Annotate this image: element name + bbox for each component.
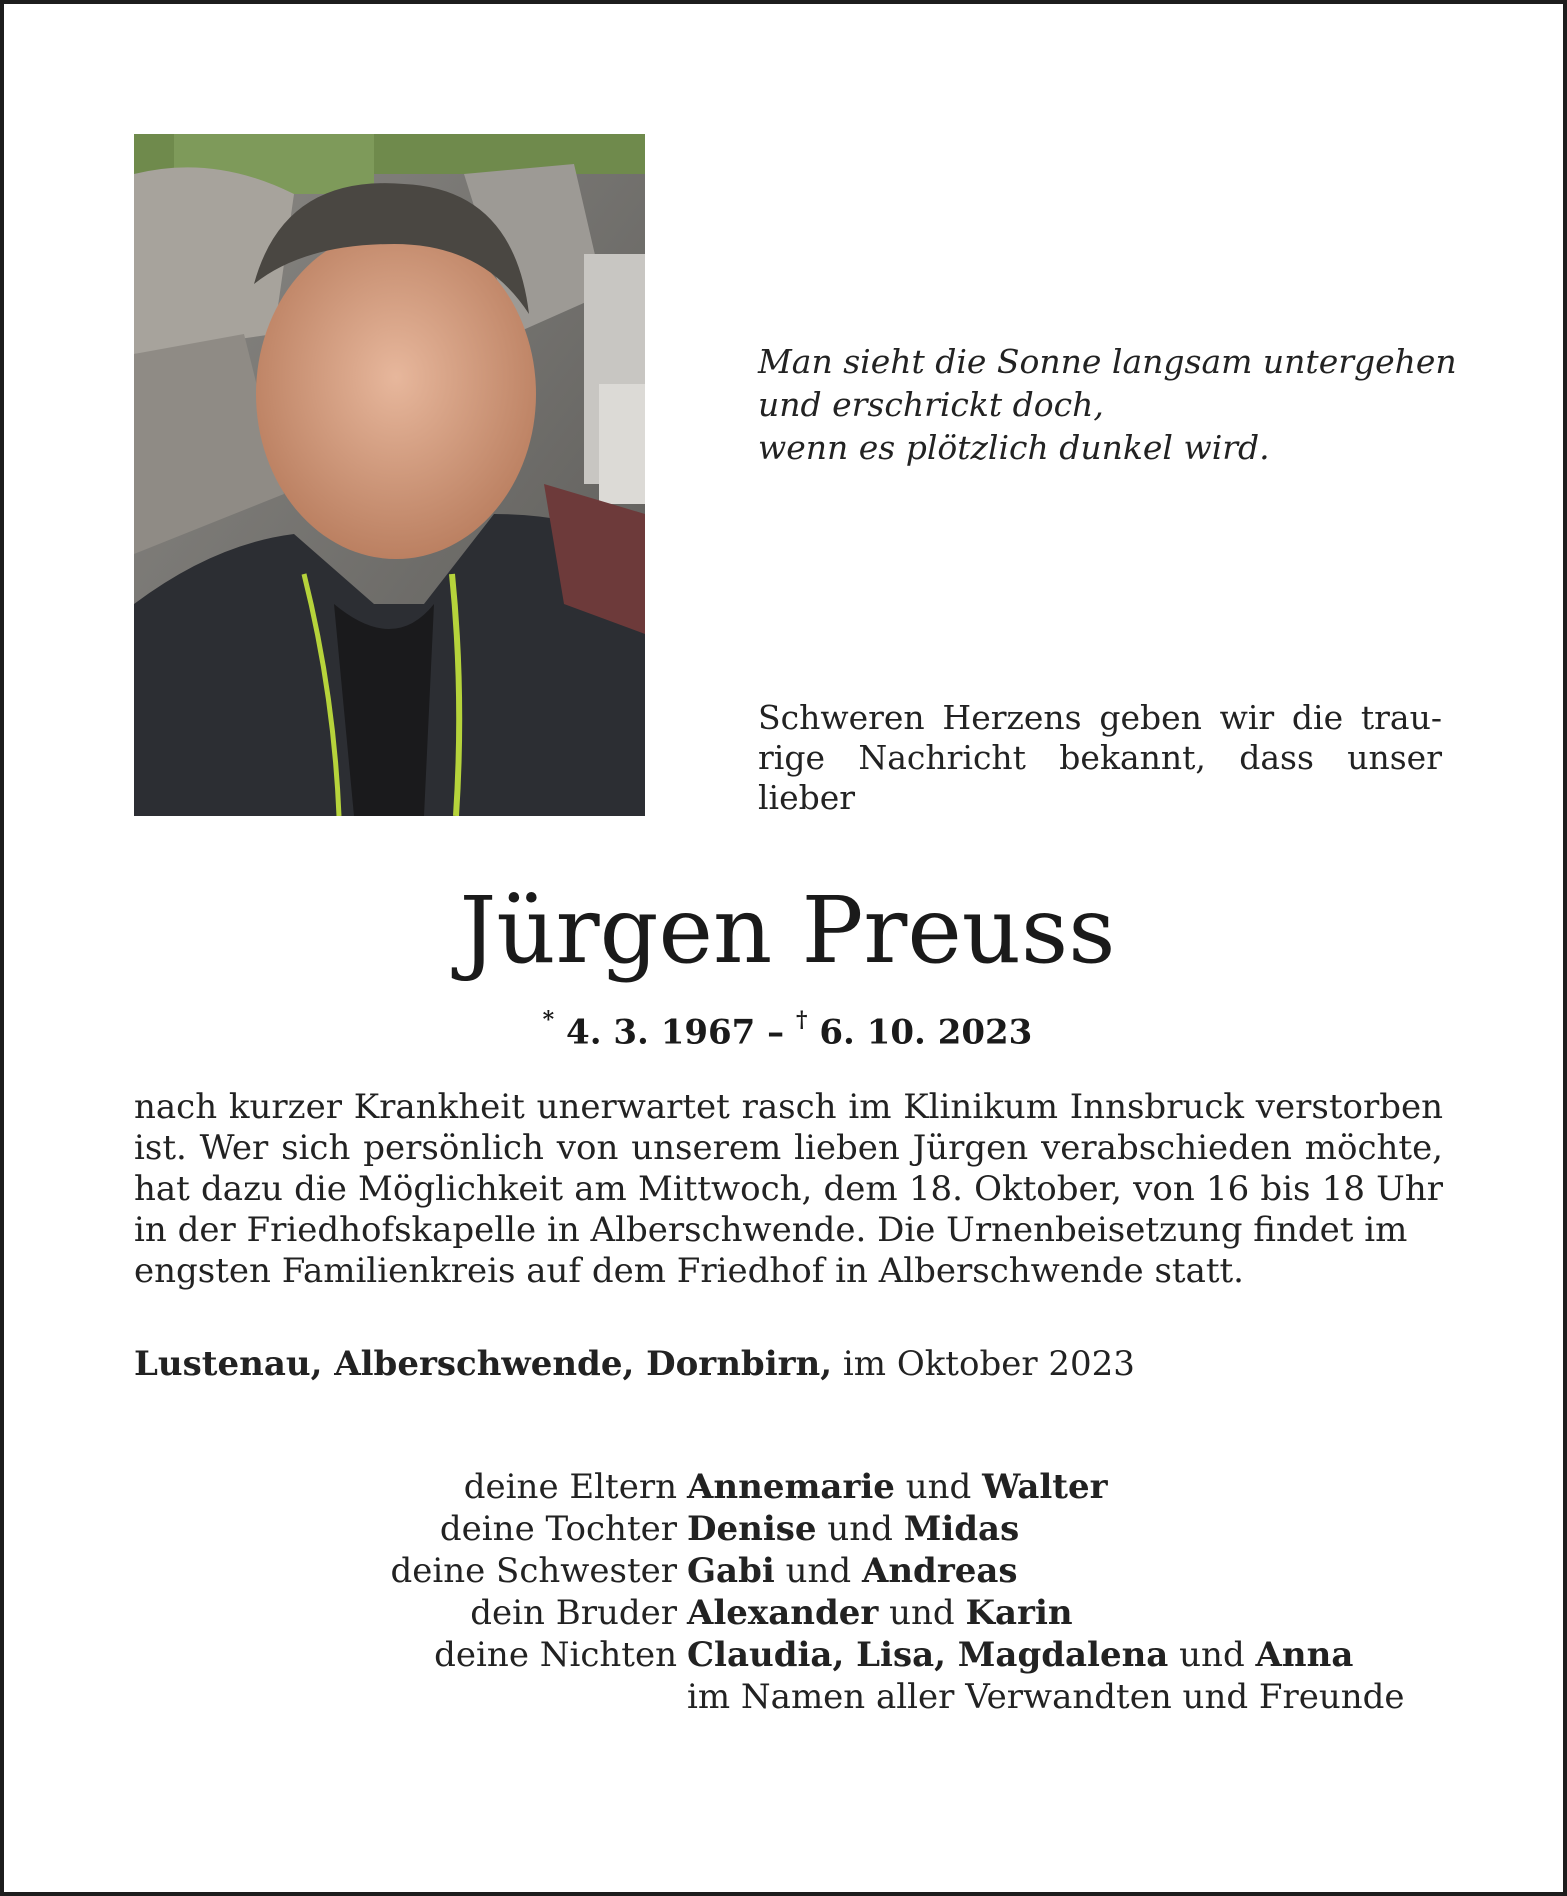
locations: Lustenau, Alberschwende, Dornbirn,	[134, 1344, 833, 1384]
signature-row	[134, 1634, 1443, 1676]
signature-row	[134, 1466, 1443, 1508]
poem	[758, 340, 1458, 469]
conjunction: und	[1179, 1635, 1245, 1675]
conjunction: und	[827, 1509, 893, 1549]
relation: deine Nichten	[434, 1635, 677, 1675]
conjunction: und	[785, 1551, 852, 1591]
relation: deine Eltern	[463, 1467, 677, 1507]
signer-name: Andreas	[861, 1551, 1018, 1591]
signature-row	[134, 1592, 1443, 1634]
signer-name: Gabi	[687, 1551, 775, 1591]
conjunction: und	[905, 1467, 972, 1507]
poem-line: Man sieht die Sonne langsam untergehen	[758, 342, 1457, 381]
closing-text: im Namen aller Verwandten und Freunde	[687, 1677, 1405, 1717]
closing-row	[134, 1676, 1443, 1718]
poem-line: wenn es plötzlich dunkel wird.	[758, 428, 1270, 467]
body-text	[134, 1087, 1443, 1292]
body-last-line: engsten Familienkreis auf dem Friedhof in Alberschwende statt.	[134, 1251, 1244, 1291]
life-dates	[4, 999, 1567, 1057]
signer-name: Claudia, Lisa, Magdalena	[687, 1635, 1169, 1675]
signature-row	[134, 1508, 1443, 1550]
body-paragraph: nach kurzer Krankheit unerwartet rasch im Klinikum Innsbruck verstorben ist. Wer sich persönlich von unserem lieben Jürgen verabschieden möchte, hat dazu die Möglichkeit am Mittwoch, dem 18. Oktober, von 16 bis 18 Uhr in der Friedhofskapelle in Alberschwende. Die Urnenbeisetzung findet im	[134, 1087, 1443, 1250]
signatures	[134, 1466, 1443, 1718]
relation: dein Bruder	[470, 1593, 677, 1633]
portrait-photo	[134, 134, 645, 816]
signer-name: Annemarie	[687, 1467, 895, 1507]
birth-date: 4. 3. 1967	[566, 1012, 756, 1053]
poem-line: und erschrickt doch,	[758, 385, 1104, 424]
conjunction: und	[889, 1593, 955, 1633]
signer-name: Karin	[965, 1593, 1073, 1633]
signer-name: Anna	[1255, 1635, 1354, 1675]
signer-name: Denise	[687, 1509, 817, 1549]
intro-text: Schweren Herzens geben wir die trau-rige Nachricht bekannt, dass unser lieber	[758, 698, 1442, 817]
birth-symbol: *	[542, 1007, 555, 1033]
signer-name: Midas	[903, 1509, 1020, 1549]
date-separator: –	[767, 1012, 785, 1053]
signature-row	[134, 1550, 1443, 1592]
deceased-name: Jürgen Preuss	[459, 877, 1116, 984]
relation: deine Tochter	[439, 1509, 677, 1549]
signer-name: Alexander	[687, 1593, 879, 1633]
relation: deine Schwester	[390, 1551, 677, 1591]
death-date: 6. 10. 2023	[819, 1012, 1033, 1053]
death-symbol: †	[796, 1007, 808, 1033]
signer-name: Walter	[982, 1467, 1108, 1507]
place-date-line	[134, 1342, 1434, 1386]
month-year: im Oktober 2023	[842, 1344, 1135, 1384]
